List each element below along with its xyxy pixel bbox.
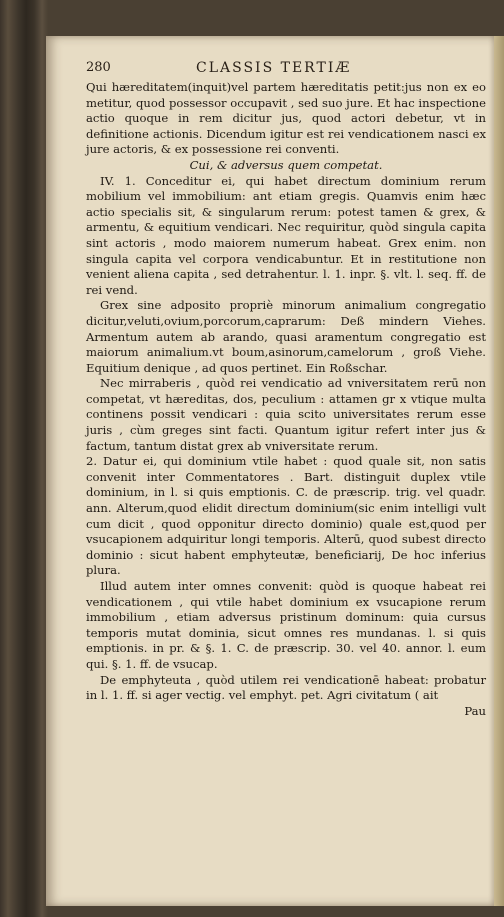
book-page <box>46 36 494 906</box>
paragraph-1: Qui hæreditatem(inquit)vel partem hæreditatis petit:jus non ex eo metitur, quod possessor occupavit , sed suo jure. Et hac inspectione actio quoque in rem dicitur jus, quod actori debetur, vt in definitione actionis. Dicendum igitur est rei vendicationem nasci ex jure actoris, & ex possessione rei conventi. <box>86 80 486 157</box>
running-title: CLASSIS TERTIÆ <box>196 60 352 76</box>
paragraph-3: Grex sine adposito propriè minorum animalium congregatio dicitur,veluti,ovium,porcorum,caprarum: Deß mindern Viehes. Armentum autem ab arando, quasi aramentum congregatio est maiorum animalium.vt boum,asinorum,camelorum , groß Viehe. Equitium denique , ad quos pertinet. Ein Roßschar. <box>86 298 486 375</box>
section-subheading: Cui, & adversus quem competat. <box>189 157 383 172</box>
paragraph-6: Illud autem inter omnes convenit: quòd is quoque habeat rei vendicationem , qui vtile habet dominium ex vsucapione rerum immobilium , etiam adversus pristinum dominum: quia cursus temporis mutat dominia, sicut omnes res mundanas. l. si quis emptionis. in pr. & §. 1. C. de præscrip. 30. vel 40. annor. l. eum qui. §. 1. ff. de vsucap. <box>86 579 486 671</box>
page-edge <box>494 36 504 906</box>
paragraph-2: IV. 1. Conceditur ei, qui habet directum dominium rerum mobilium vel immobilium: ant etiam gregis. Quamvis enim hæc actio specialis sit, & singularum rerum: potest tamen & grex, & armentu, & equitium vendicari. Nec requiritur, quòd singula capita sint actoris , modo maiorem numerum habeat. Grex enim. non singula capita vel corpora vendicabuntur. Et in restitutione non venient aliena capita , sed detrahentur. l. 1. inpr. §. vlt. l. seq. ff. de rei vend. <box>86 173 486 297</box>
page-number: 280 <box>86 60 111 75</box>
paragraph-5: 2. Datur ei, qui dominium vtile habet : quod quale sit, non satis convenit inter Commentatores . Bart. distinguit duplex vtile dominium, in l. si quis emptionis. C. de præscrip. trig. vel quadr. ann. Alterum,quod elidit directum dominium(sic enim intelligi vult cum dicit , quod opponitur directo dominio) quale est,quod per vsucapionem adquiritur longi temporis. Alterū, quod subest directo dominio : sicut habent emphyteutæ, beneficiarij, De hoc inferius plura. <box>86 454 486 578</box>
paragraph-4: Nec mirraberis , quòd rei vendicatio ad vniversitatem rerū non competat, vt hæreditas, dos, peculium : attamen gr x vtique multa continens possit vendicari : quia scito universitates rerum esse juris , cùm greges sint facti. Quantum igitur refert inter jus & factum, tantum distat grex ab vniversitate rerum. <box>86 376 486 453</box>
page-body <box>86 80 486 719</box>
catchword: Pau <box>464 703 486 718</box>
paragraph-7: De emphyteuta , quòd utilem rei vendicationē habeat: probatur in l. 1. ff. si ager vectig. vel emphyt. pet. Agri civitatum ( ait <box>86 672 486 703</box>
